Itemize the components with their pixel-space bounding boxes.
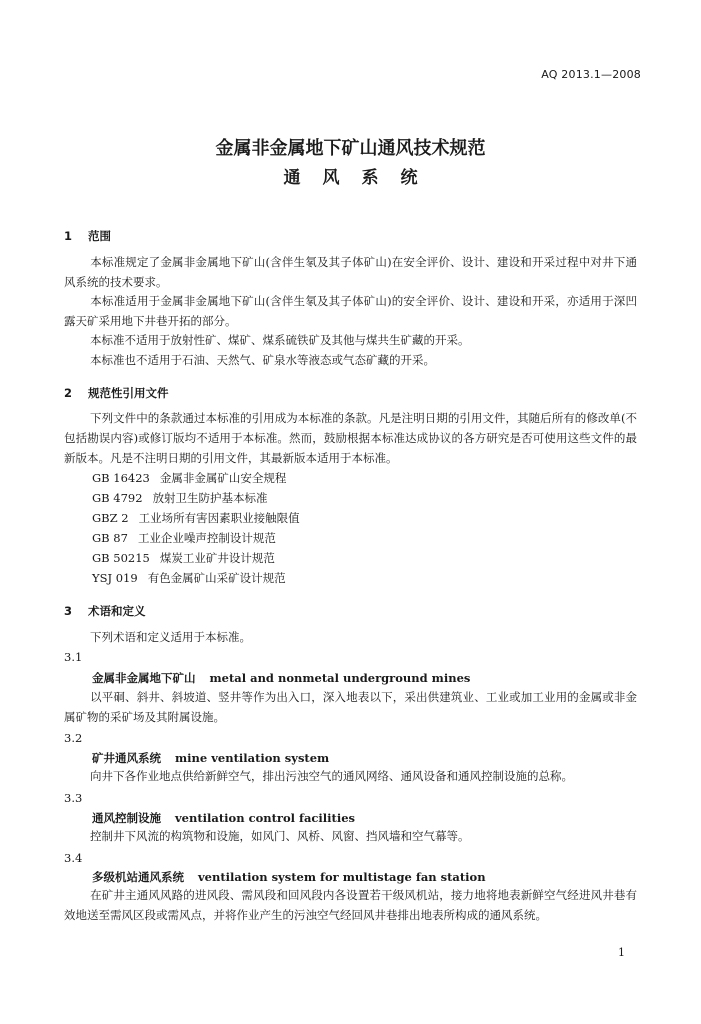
section-1-paragraph-4: 本标准也不适用于石油、天然气、矿泉水等液态或气态矿藏的开采。	[90, 353, 435, 367]
section-title: 范围	[88, 229, 112, 243]
section-3-heading	[64, 603, 146, 619]
term-heading: 通风控制设施 ventilation control facilities	[92, 811, 356, 825]
section-title: 规范性引用文件	[88, 386, 169, 400]
section-3-intro: 下列术语和定义适用于本标准。	[90, 630, 251, 644]
standard-code: AQ 2013.1—2008	[541, 68, 641, 81]
term-number: 3.4	[64, 851, 83, 865]
term-number: 3.1	[64, 650, 83, 664]
reference-item: GB 50215 煤炭工业矿井设计规范	[92, 551, 275, 565]
term-number: 3.3	[64, 791, 83, 805]
term-definition: 向井下各作业地点供给新鲜空气，排出污浊空气的通风网络、通风设备和通风控制设施的总称。	[90, 769, 573, 783]
term-heading: 金属非金属地下矿山 metal and nonmetal underground mines	[92, 671, 471, 685]
section-number: 1	[64, 229, 73, 243]
document-title: 金属非金属地下矿山通风技术规范	[215, 138, 486, 159]
section-number: 3	[64, 604, 73, 618]
section-2-heading	[64, 385, 169, 401]
section-number: 2	[64, 386, 73, 400]
reference-item: GBZ 2 工业场所有害因素职业接触限值	[92, 511, 300, 525]
term-definition: 在矿井主通风风路的进风段、需风段和回风段内各设置若干级风机站，接力地将地表新鲜空气经进风井巷有效地送至需风区段或需风点，并将作业产生的污浊空气经回风井巷排出地表所构成的通风系统。	[64, 888, 637, 922]
reference-item: GB 4792 放射卫生防护基本标准	[92, 491, 268, 505]
reference-item: GB 87 工业企业噪声控制设计规范	[92, 531, 276, 545]
section-1-paragraph-3: 本标准不适用于放射性矿、煤矿、煤系硫铁矿及其他与煤共生矿藏的开采。	[90, 333, 470, 347]
term-heading: 多级机站通风系统 ventilation system for multistage fan station	[92, 870, 486, 884]
document-subtitle: 通风系统	[283, 168, 440, 188]
page-number: 1	[618, 946, 625, 959]
term-definition: 控制井下风流的构筑物和设施，如风门、风桥、风窗、挡风墙和空气幕等。	[90, 829, 470, 843]
reference-item: YSJ 019 有色金属矿山采矿设计规范	[92, 571, 286, 585]
section-1-paragraph-2: 本标准适用于金属非金属地下矿山(含伴生氡及其子体矿山)的安全评价、设计、建设和开采，亦适用于深凹露天矿采用地下井巷开拓的部分。	[64, 294, 637, 328]
section-2-paragraph-1: 下列文件中的条款通过本标准的引用成为本标准的条款。凡是注明日期的引用文件，其随后所有的修改单(不包括勘误内容)或修订版均不适用于本标准。然而，鼓励根据本标准达成协议的各方研究是否可使用这些文件的最新版本。凡是不注明日期的引用文件，其最新版本适用于本标准。	[64, 411, 637, 465]
term-heading: 矿井通风系统 mine ventilation system	[92, 751, 330, 765]
term-definition: 以平硐、斜井、斜坡道、竖井等作为出入口，深入地表以下，采出供建筑业、工业或加工业用的金属或非金属矿物的采矿场及其附属设施。	[64, 690, 637, 724]
section-title: 术语和定义	[88, 604, 146, 618]
term-number: 3.2	[64, 731, 83, 745]
section-1-paragraph-1: 本标准规定了金属非金属地下矿山(含伴生氡及其子体矿山)在安全评价、设计、建设和开采过程中对井下通风系统的技术要求。	[64, 255, 637, 289]
section-1-heading	[64, 228, 111, 244]
reference-item: GB 16423 金属非金属矿山安全规程	[92, 471, 287, 485]
